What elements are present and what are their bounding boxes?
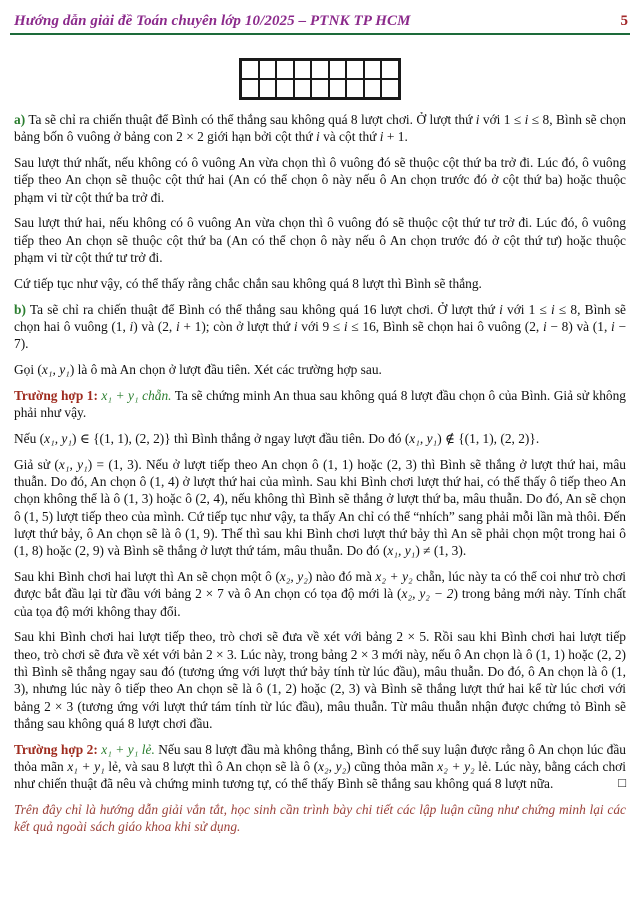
para-restart-2x7 — [14, 568, 626, 620]
text-run: i — [542, 318, 547, 334]
text-run: i — [175, 318, 180, 334]
board-cell — [259, 60, 277, 79]
text-run: + 1. — [383, 129, 408, 145]
text-run: x₂ + y₂ — [437, 759, 475, 774]
text-run: x₁ + y₁ lẻ. — [97, 741, 155, 757]
text-run: x₂, y₂ − 2 — [401, 586, 454, 602]
text-run: với 1 ≤ — [502, 301, 552, 317]
page-number: 5 — [620, 13, 628, 29]
text-run: ) ∈ {(1, 1), (2, 2)} thì Bình thắng ở ngay lượt đầu tiên. Do đó ( — [72, 430, 410, 446]
board-cell — [294, 60, 312, 79]
board-container — [0, 58, 640, 100]
text-run: Sau lượt thứ nhất, nếu không có ô vuông An vừa chọn thì ô vuông đó sẽ thuộc cột thứ ba trở đi. Lúc đó, ô vuông tiếp theo An chọn sẽ thuộc cột thứ hai (An có thể chọn ô này nếu ô An chọn trước đó ở cột thứ ba) hoặc thuộc phạm vi từ cột thứ ba trở đi. — [14, 155, 626, 205]
text-run: Ta sẽ chỉ ra chiến thuật để Bình có thể thắng sau không quá 16 lượt chơi. Ở lượt thứ — [25, 301, 500, 317]
text-run: + 1); còn ở lượt thứ — [179, 318, 294, 334]
para-conclusion-a — [14, 275, 626, 292]
board-cell — [276, 79, 294, 98]
text-run: ) là ô mà An chọn ở lượt đầu tiên. Xét các trường hợp sau. — [69, 362, 382, 378]
text-run: − 7). — [14, 318, 626, 352]
text-run: x₁, y₁ — [58, 456, 88, 472]
para-b-strategy — [14, 301, 626, 353]
text-run: i — [611, 318, 615, 334]
text-run: lẻ, và sau 8 lượt thì ô An chọn sẽ là ô ( — [104, 759, 319, 774]
text-run: ≤ 8, Bình sẽ chọn hai ô vuông (1, — [14, 301, 626, 334]
board-cell — [311, 79, 329, 98]
text-run: ) nào đó mà — [307, 569, 376, 585]
text-run: Gọi ( — [14, 362, 42, 378]
text-run: b) — [14, 301, 26, 317]
board-cell — [294, 79, 312, 98]
text-run: Trường hợp 1: — [14, 387, 98, 403]
text-run: ) trong bảng mới này. Tính chất của tọa độ mới không thay đổi. — [14, 586, 626, 619]
para-case-2 — [14, 741, 626, 793]
text-run: Sau khi Bình chơi hai lượt thì An sẽ chọn một ô ( — [14, 569, 280, 585]
text-run: x₁, y₁ — [387, 543, 416, 559]
text-run: ≤ 8, Bình sẽ chọn bảng bốn ô vuông ở bảng con 2 × 2 giới hạn bởi cột thứ — [14, 112, 626, 145]
solution-body — [0, 111, 640, 836]
header-rule — [10, 33, 630, 35]
text-run: chẵn, lúc này ta có thể coi như trò chơi được bắt đầu lại từ đầu với bảng 2 × 7 và ô An chọn có tọa độ mới là ( — [14, 569, 627, 602]
board-cell — [346, 60, 364, 79]
text-run: i — [379, 129, 384, 145]
board-cell — [364, 60, 382, 79]
text-run: với 9 ≤ — [297, 318, 344, 334]
text-run: Sau lượt thứ hai, nếu không có ô vuông An vừa chọn thì ô vuông đó sẽ thuộc cột thứ tư trở đi. Lúc đó, ô vuông tiếp theo An chọn sẽ thuộc cột thứ ba (An có thể chọn ô này nếu ô An chọn trước đó ở cột thứ tư) hoặc thuộc phạm vi từ cột thứ tư trở đi. — [14, 215, 626, 266]
text-run: ) và (2, — [133, 318, 176, 334]
board-cell — [329, 60, 347, 79]
text-run: i — [129, 318, 134, 334]
text-run: x₁ + y₁ chẵn. — [97, 387, 172, 403]
text-run: Nếu sau 8 lượt đầu mà không thắng, Bình có thể suy luận được rằng ô An chọn lúc đầu thỏa mãn — [14, 741, 626, 774]
para-case1-13 — [14, 456, 626, 560]
text-run: i — [315, 129, 320, 145]
board-cell — [381, 60, 399, 79]
text-run: ) cũng thỏa mãn — [346, 759, 438, 774]
para-turn-1 — [14, 154, 626, 206]
text-run: i — [293, 318, 298, 334]
text-run: i — [475, 112, 480, 127]
text-run: i — [524, 112, 529, 127]
text-run: và cột thứ — [319, 129, 380, 145]
text-run: Trường hợp 2: — [14, 741, 98, 757]
text-run: i — [551, 301, 555, 317]
text-run: x₂, y₂ — [279, 569, 308, 585]
board-cell — [311, 60, 329, 79]
board-cell — [276, 60, 294, 79]
page-header — [0, 0, 640, 30]
text-run: x₁, y₁ — [44, 430, 73, 446]
text-run: Ta sẽ chứng minh An thua sau không quá 8 lượt đầu chọn ô của Bình. Giả sử không phải như vậy. — [14, 387, 626, 421]
text-run: a) — [14, 112, 26, 127]
text-run: − 8) và (1, — [546, 318, 612, 334]
text-run: i — [499, 301, 503, 317]
text-run: x₁, y₁ — [41, 362, 70, 378]
text-run: x₂ + y₂ — [375, 569, 413, 585]
text-run: x₂, y₂ — [318, 759, 347, 774]
text-run: i — [343, 318, 348, 334]
para-goi — [14, 361, 626, 378]
text-run: Ta sẽ chỉ ra chiến thuật để Bình có thể thắng sau không quá 8 lượt chơi. Ở lượt thứ — [25, 112, 476, 127]
text-run: Cứ tiếp tục như vậy, có thể thấy rằng chắc chắn sau không quá 8 lượt thì Bình sẽ thắng. — [14, 275, 482, 291]
text-run: ) = (1, 3). Nếu ở lượt tiếp theo An chọn ô (1, 1) hoặc (2, 3) thì Bình sẽ thắng ở lượt thứ hai, mâu thuẫn. Do đó, An chọn ô (1, 4) ở lượt thứ hai của mình. Sau khi Bình chơi lượt thứ hai, có thể thấy ô tiếp theo An chọn không thể là ô (1, 3) hoặc ô (2, 4), nếu không thì Bình sẽ thắng ở lượt thứ ba, mâu thuẫn. Do đó, An sẽ chọn ô (1, 5) lượt tiếp theo của mình. Cứ tiếp tục như vậy, ta thấy An chỉ có thể “nhích” sang phải mỗi lần mà thôi. Đến lượt thứ bảy, ô An chọn sẽ là ô (1, 9). Thế thì sau khi Bình chơi lượt thứ bảy thì An sẽ phải chọn một trong hai ô (1, 8) hoặc (2, 9) và Bình sẽ thắng ở lượt thứ tám, mâu thuẫn. Do đó ( — [14, 456, 626, 559]
board-cell — [259, 79, 277, 98]
para-closing-note — [14, 801, 626, 836]
board-cell — [241, 60, 259, 79]
board-cell — [381, 79, 399, 98]
text-run: Trên đây chỉ là hướng dẫn giải vắn tắt, học sinh cần trình bày chi tiết các lập luận cũng như chứng minh lại các kết quả ngoài sách giáo khoa khi sử dụng. — [14, 802, 626, 835]
text-run: ) ∉ {(1, 1), (2, 2)}. — [437, 430, 540, 446]
board-cell — [364, 79, 382, 98]
text-run: x₁, y₁ — [409, 430, 438, 446]
board-cell — [346, 79, 364, 98]
game-board — [239, 58, 401, 100]
text-run: ) ≠ (1, 3). — [415, 543, 467, 559]
board-cell — [241, 79, 259, 98]
qed-box: □ — [618, 775, 626, 791]
board-cell — [329, 79, 347, 98]
header-title: Hướng dẫn giải đề Toán chuyên lớp 10/2025 – PTNK TP HCM — [14, 13, 411, 29]
para-case-1 — [14, 387, 626, 422]
text-run: ≤ 16, Bình sẽ chọn hai ô vuông (2, — [347, 318, 543, 334]
text-run: với 1 ≤ — [479, 112, 525, 127]
text-run: Sau khi Bình chơi hai lượt tiếp theo, trò chơi sẽ đưa về xét với bảng 2 × 5. Rồi sau khi Bình chơi hai lượt tiếp theo, trò chơi sẽ đưa về xét với bản 2 × 3. Lúc này, trong bảng 2 × 3 mới này, nếu ô An chọn là ô (1, 1) hoặc (2, 2) thì Bình sẽ thắng ngay sau đó (tương ứng với lượt thứ bảy tính từ lúc đầu), mâu thuẫn. Do đó, ô An chọn là ô (1, 3), nhưng lúc này ô tiếp theo An chọn sẽ là ô (1, 2) hoặc (2, 3) và Bình sẽ thắng lượt thứ hai kể từ lúc chơi với bảng 2 × 3 (tương ứng với lượt thứ tám tính từ lúc đầu), mâu thuẫn. Từ mâu thuẫn nhận được chứng tỏ Bình sẽ thắng sau không quá 8 lượt chơi đầu. — [14, 629, 626, 731]
text-run: Giả sử ( — [14, 456, 59, 472]
text-run: x₁ + y₁ — [67, 759, 105, 774]
text-run: lẻ. Lúc này, bằng cách chơi như chiến thuật đã nêu và chứng minh tương tự, có thể thấy Bình sẽ thắng sau không quá 8 lượt nữa. — [14, 759, 626, 792]
para-a-strategy — [14, 111, 626, 146]
para-reduce-2x3 — [14, 628, 626, 732]
para-case1-first — [14, 430, 626, 447]
para-turn-2 — [14, 214, 626, 266]
text-run: Nếu ( — [14, 430, 45, 446]
